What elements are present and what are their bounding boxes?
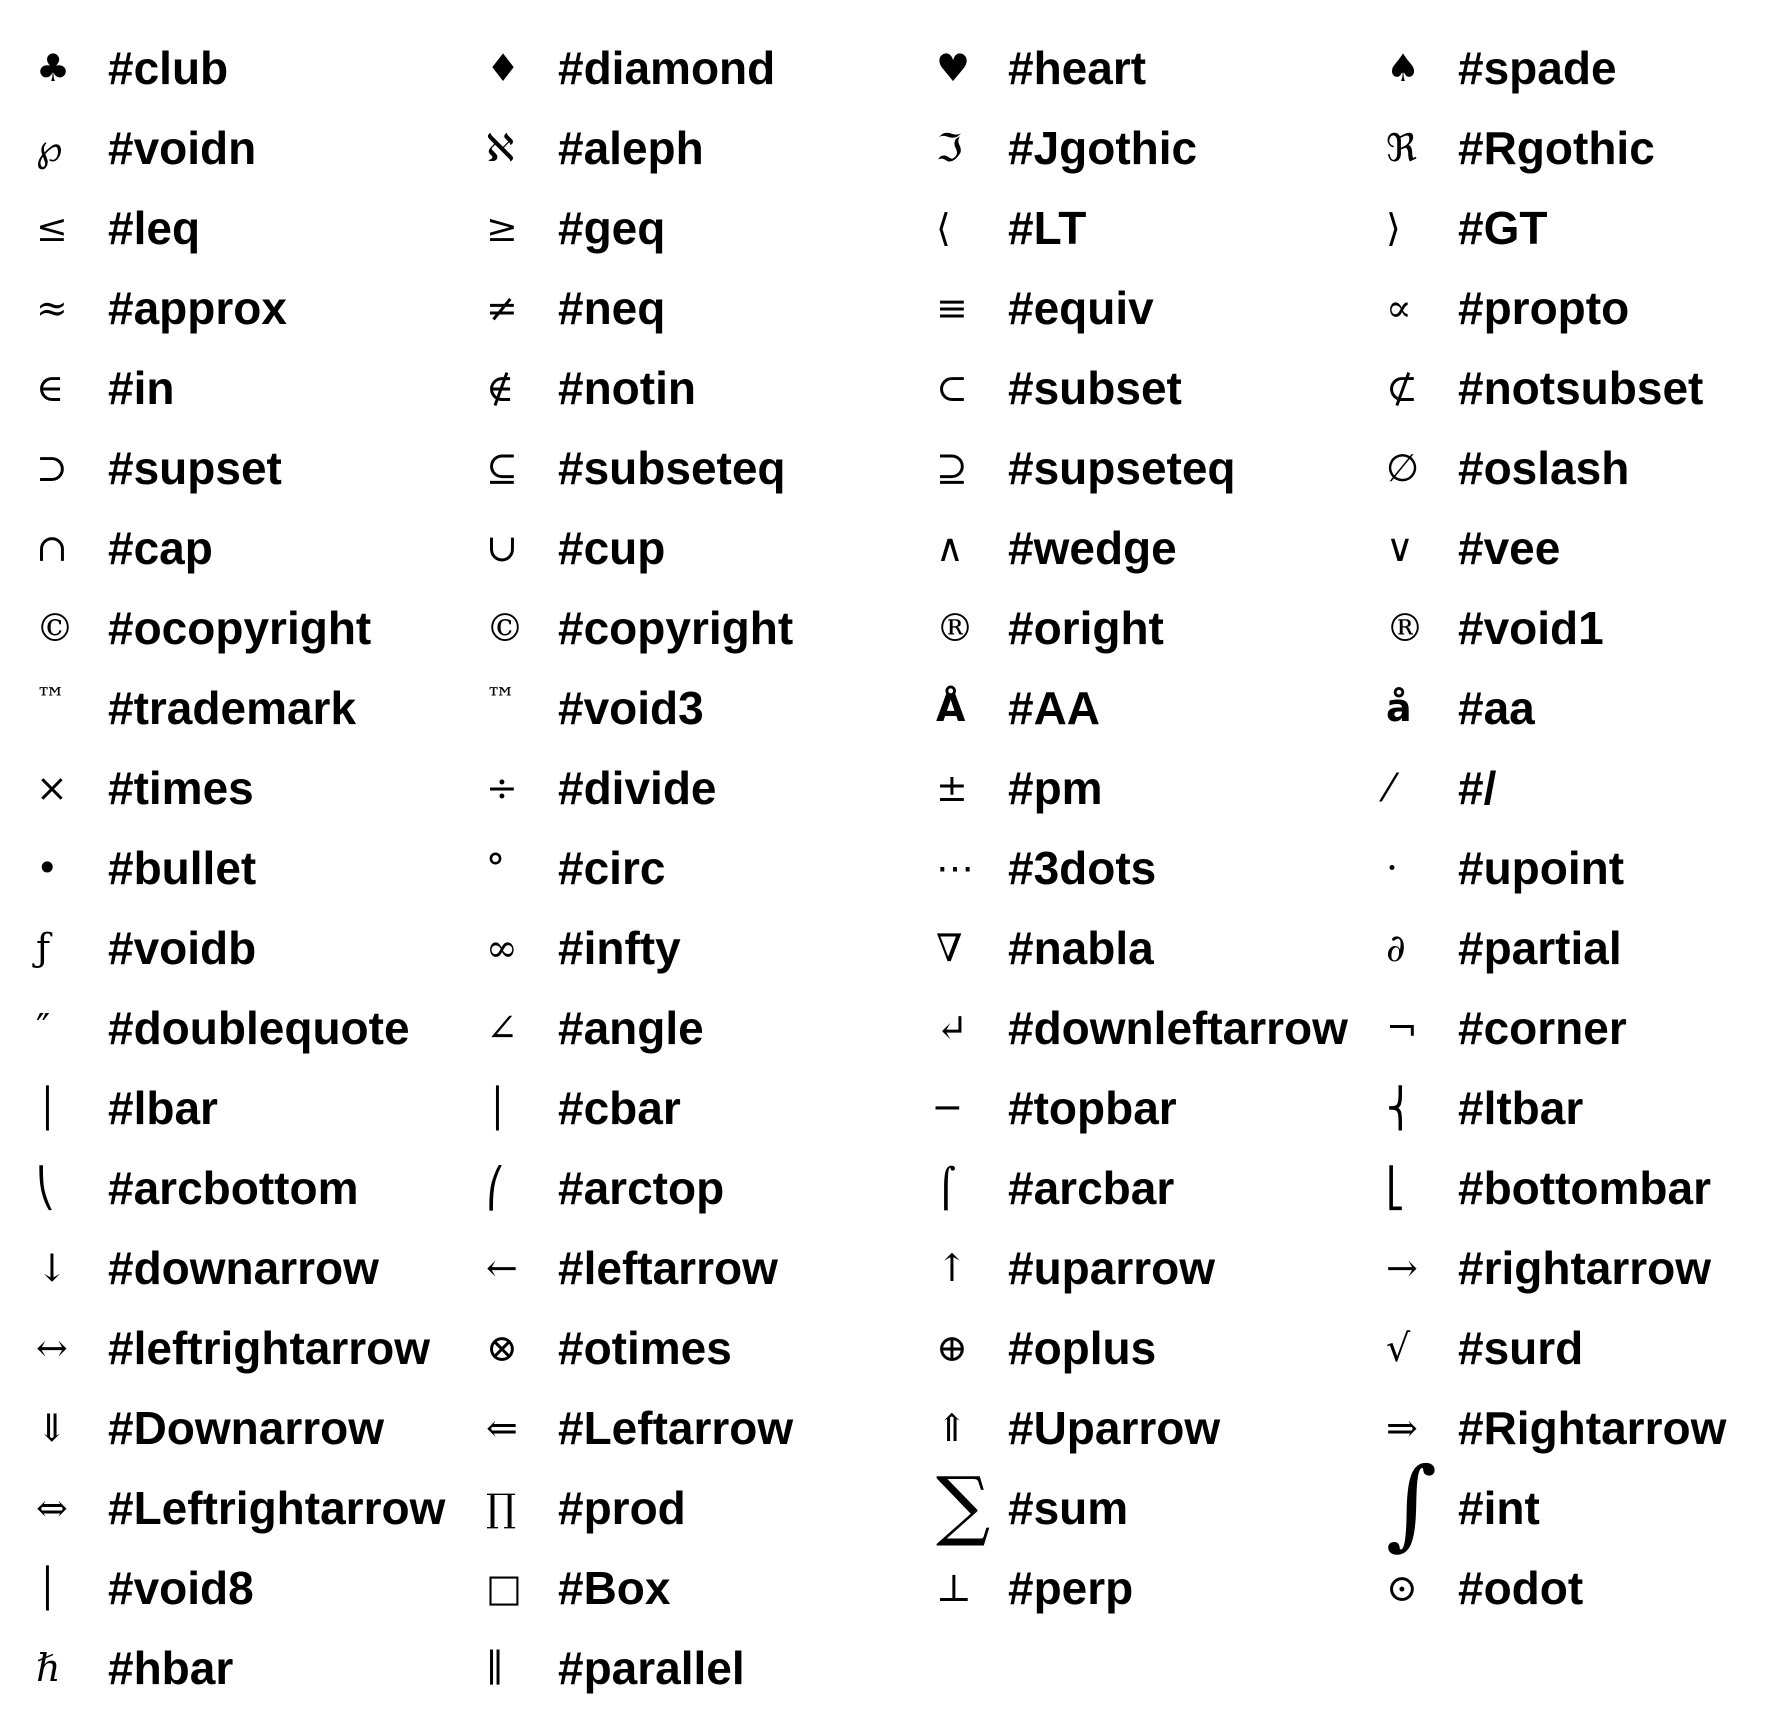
symbol-glyph: ⊇ <box>936 446 968 490</box>
symbol-entry <box>936 590 1386 670</box>
symbol-row <box>36 670 1776 750</box>
symbol-glyph: ⇑ <box>936 1406 968 1450</box>
symbol-entry <box>936 110 1386 190</box>
symbol-glyph: ≤ <box>36 206 68 250</box>
symbol-row <box>36 510 1776 590</box>
symbol-code-label: #neq <box>558 282 666 334</box>
symbol-row <box>36 190 1776 270</box>
symbol-code-label: #parallel <box>558 1642 745 1694</box>
symbol-code-label: #geq <box>558 202 666 254</box>
symbol-glyph: ─ <box>936 1086 959 1130</box>
symbol-glyph: ⊕ <box>936 1326 968 1370</box>
symbol-entry <box>36 1550 486 1630</box>
symbol-entry <box>486 30 936 110</box>
symbol-glyph: ⌠ <box>936 1166 956 1210</box>
symbol-row <box>36 910 1776 990</box>
symbol-code-label: #odot <box>1458 1562 1584 1614</box>
symbol-row <box>36 350 1776 430</box>
symbol-glyph: ∫ <box>1386 1447 1438 1561</box>
symbol-row <box>36 1070 1776 1150</box>
symbol-entry <box>936 270 1386 350</box>
symbol-entry <box>936 1460 1386 1550</box>
symbol-code-label: #propto <box>1458 282 1630 334</box>
symbol-code-label: #club <box>108 42 229 94</box>
symbol-code-label: #oright <box>1008 602 1164 654</box>
symbol-entry <box>936 750 1386 830</box>
symbol-code-label: #wedge <box>1008 522 1177 574</box>
symbol-code-label: #supset <box>108 442 282 494</box>
symbol-code-label: #nabla <box>1008 922 1154 974</box>
symbol-glyph: ⊃ <box>36 446 68 490</box>
symbol-entry <box>936 430 1386 510</box>
symbol-code-label: #ocopyright <box>108 602 372 654</box>
symbol-entry <box>486 590 936 670</box>
symbol-glyph: ♦ <box>486 46 521 90</box>
symbol-glyph: ≡ <box>936 286 968 330</box>
symbol-glyph: ∏ <box>486 1486 517 1530</box>
symbol-code-label: #rightarrow <box>1458 1242 1712 1294</box>
symbol-glyph: ⊗ <box>486 1326 518 1370</box>
symbol-entry <box>486 1310 936 1390</box>
symbol-code-label: #oplus <box>1008 1322 1157 1374</box>
symbol-glyph: ± <box>936 766 968 810</box>
symbol-glyph: ∩ <box>36 526 68 570</box>
symbol-glyph: │ <box>486 1086 509 1130</box>
symbol-entry <box>486 670 936 750</box>
symbol-entry <box>1386 670 1788 750</box>
symbol-entry <box>936 30 1386 110</box>
symbol-entry <box>36 1230 486 1310</box>
symbol-code-label: #AA <box>1008 682 1101 734</box>
symbol-entry <box>1386 110 1788 190</box>
symbol-entry <box>936 910 1386 990</box>
symbol-glyph: ≥ <box>486 206 518 250</box>
symbol-glyph: ↵ <box>936 1006 968 1050</box>
symbol-glyph: □ <box>486 1566 522 1610</box>
symbol-glyph: © <box>36 606 74 650</box>
symbol-row <box>36 990 1776 1070</box>
symbol-code-label: #Box <box>558 1562 671 1614</box>
symbol-glyph: │ <box>36 1566 59 1610</box>
symbol-row <box>36 270 1776 350</box>
symbol-glyph: ⎛ <box>486 1166 505 1210</box>
symbol-code-label: #prod <box>558 1482 686 1534</box>
symbol-entry <box>36 1630 486 1710</box>
symbol-code-label: #approx <box>108 282 287 334</box>
symbol-code-label: #perp <box>1008 1562 1134 1614</box>
symbol-code-label: #LT <box>1008 202 1087 254</box>
symbol-code-label: #vee <box>1458 522 1561 574</box>
symbol-glyph: ∝ <box>1386 286 1412 330</box>
symbol-glyph: × <box>36 766 68 810</box>
symbol-code-label: #cup <box>558 522 666 574</box>
symbol-code-label: #circ <box>558 842 666 894</box>
symbol-glyph: ← <box>486 1246 518 1290</box>
symbol-glyph: ¬ <box>1386 1006 1418 1050</box>
symbol-entry <box>486 110 936 190</box>
symbol-code-label: #corner <box>1458 1002 1627 1054</box>
symbol-code-label: #3dots <box>1008 842 1157 894</box>
symbol-entry <box>1386 830 1788 910</box>
symbol-glyph: ℑ <box>936 126 963 170</box>
symbol-code-label: #pm <box>1008 762 1103 814</box>
symbol-glyph: ℵ <box>486 126 515 170</box>
symbol-entry <box>936 350 1386 430</box>
symbol-code-label: #void3 <box>558 682 704 734</box>
symbol-code-label: #cap <box>108 522 213 574</box>
symbol-glyph: ⎝ <box>36 1166 55 1210</box>
symbol-code-label: #hbar <box>108 1642 234 1694</box>
symbol-code-label: #Uparrow <box>1008 1402 1221 1454</box>
symbol-code-label: #notin <box>558 362 696 414</box>
symbol-glyph: · <box>1386 846 1399 890</box>
symbol-code-label: #voidn <box>108 122 257 174</box>
symbol-code-label: #subset <box>1008 362 1182 414</box>
symbol-entry <box>1386 1230 1788 1310</box>
symbol-row <box>36 1447 1776 1561</box>
symbol-code-label: #in <box>108 362 175 414</box>
symbol-glyph: ∠ <box>486 1006 518 1050</box>
symbol-entry <box>936 990 1386 1070</box>
symbol-code-label: #arcbottom <box>108 1162 359 1214</box>
symbol-glyph: ∞ <box>486 926 518 970</box>
symbol-entry <box>486 190 936 270</box>
symbol-row <box>36 1630 1776 1710</box>
symbol-code-label: #upoint <box>1458 842 1625 894</box>
symbol-code-label: #oslash <box>1458 442 1630 494</box>
symbol-code-label: #void1 <box>1458 602 1604 654</box>
symbol-code-label: #partial <box>1458 922 1622 974</box>
symbol-code-label: #void8 <box>108 1562 254 1614</box>
symbol-entry <box>1386 430 1788 510</box>
symbol-code-label: #bottombar <box>1458 1162 1711 1214</box>
symbol-entry <box>36 190 486 270</box>
symbol-glyph: ⟩ <box>1386 206 1401 250</box>
symbol-code-label: #arctop <box>558 1162 725 1214</box>
symbol-entry <box>36 1390 486 1470</box>
symbol-code-label: #topbar <box>1008 1082 1177 1134</box>
symbol-glyph: ℜ <box>1386 126 1417 170</box>
symbol-row <box>36 1230 1776 1310</box>
symbol-code-label: #leq <box>108 202 201 254</box>
symbol-glyph: ⋯ <box>936 846 974 890</box>
symbol-code-label: #supseteq <box>1008 442 1236 494</box>
symbol-code-label: #aa <box>1458 682 1535 734</box>
symbol-code-label: #uparrow <box>1008 1242 1216 1294</box>
symbol-entry <box>36 30 486 110</box>
symbol-entry <box>36 510 486 590</box>
symbol-glyph: ⊂ <box>936 366 968 410</box>
symbol-code-label: #Downarrow <box>108 1402 385 1454</box>
symbol-code-label: #downleftarrow <box>1008 1002 1348 1054</box>
symbol-code-label: #notsubset <box>1458 362 1704 414</box>
symbol-entry <box>36 670 486 750</box>
symbol-entry <box>936 1070 1386 1150</box>
symbol-entry <box>1386 270 1788 350</box>
symbol-entry <box>486 1390 936 1470</box>
symbol-entry <box>1386 590 1788 670</box>
symbol-glyph: ® <box>1386 606 1424 650</box>
symbol-entry <box>1386 1550 1788 1630</box>
symbol-glyph: → <box>1386 1246 1418 1290</box>
symbol-code-label: #ltbar <box>1458 1082 1584 1134</box>
symbol-code-label: #cbar <box>558 1082 681 1134</box>
symbol-glyph: ƒ <box>36 926 51 970</box>
symbol-row <box>36 30 1776 110</box>
symbol-glyph: ⇓ <box>36 1406 68 1450</box>
symbol-code-label: #leftrightarrow <box>108 1322 431 1374</box>
symbol-entry <box>486 910 936 990</box>
symbol-glyph: ∂ <box>1386 926 1406 970</box>
symbol-entry <box>1386 30 1788 110</box>
symbol-glyph: ⊙ <box>1386 1566 1418 1610</box>
symbol-glyph: ∉ <box>486 366 515 410</box>
symbol-glyph: ℘ <box>36 126 63 170</box>
symbol-code-label: #bullet <box>108 842 257 894</box>
symbol-entry <box>36 1470 486 1550</box>
symbol-entry <box>36 350 486 430</box>
symbol-glyph: ® <box>936 606 974 650</box>
symbol-row <box>36 1390 1776 1470</box>
symbol-row <box>36 750 1776 830</box>
symbol-code-label: #Leftrightarrow <box>108 1482 446 1534</box>
symbol-glyph: Å <box>936 686 966 730</box>
symbol-code-label: #trademark <box>108 682 357 734</box>
symbol-row <box>36 590 1776 670</box>
symbol-glyph: © <box>486 606 524 650</box>
symbol-glyph: ⁄ <box>1386 766 1393 810</box>
symbol-glyph: │ <box>36 1086 59 1130</box>
symbol-entry <box>486 990 936 1070</box>
symbol-entry <box>1386 1447 1788 1561</box>
symbol-entry <box>1386 910 1788 990</box>
symbol-glyph: √ <box>1386 1326 1411 1370</box>
symbol-glyph: ° <box>486 846 505 890</box>
symbol-entry <box>36 830 486 910</box>
symbol-code-label: #infty <box>558 922 681 974</box>
symbol-glyph: ↔ <box>36 1326 68 1370</box>
symbol-code-label: #heart <box>1008 42 1147 94</box>
symbol-glyph: å <box>1386 686 1412 730</box>
symbol-entry <box>1386 750 1788 830</box>
symbol-code-label: #spade <box>1458 42 1617 94</box>
symbol-entry <box>36 1310 486 1390</box>
symbol-entry <box>1386 510 1788 590</box>
symbol-table <box>36 30 1776 1710</box>
symbol-glyph: ∇ <box>936 926 963 970</box>
symbol-entry <box>486 830 936 910</box>
symbol-entry <box>1386 1070 1788 1150</box>
symbol-code-label: #copyright <box>558 602 794 654</box>
symbol-entry <box>486 350 936 430</box>
symbol-entry <box>936 1150 1386 1230</box>
symbol-entry <box>936 1390 1386 1470</box>
symbol-glyph: ≠ <box>486 286 518 330</box>
symbol-row <box>36 1310 1776 1390</box>
symbol-entry <box>36 910 486 990</box>
symbol-entry <box>486 430 936 510</box>
symbol-code-label: #lbar <box>108 1082 218 1134</box>
symbol-entry <box>36 750 486 830</box>
symbol-row <box>36 110 1776 190</box>
symbol-entry <box>1386 1310 1788 1390</box>
symbol-glyph: ≈ <box>36 286 68 330</box>
symbol-code-label: #int <box>1458 1482 1540 1534</box>
symbol-glyph: ⟨ <box>936 206 951 250</box>
symbol-entry <box>936 510 1386 590</box>
symbol-entry <box>486 510 936 590</box>
symbol-entry <box>1386 350 1788 430</box>
symbol-entry <box>486 1150 936 1230</box>
symbol-entry <box>486 1070 936 1150</box>
symbol-code-label: #Jgothic <box>1008 122 1198 174</box>
symbol-glyph: ∪ <box>486 526 518 570</box>
symbol-glyph: • <box>36 846 59 890</box>
symbol-entry <box>486 1550 936 1630</box>
symbol-glyph: ♥ <box>936 46 971 90</box>
symbol-code-label: #sum <box>1008 1482 1129 1534</box>
symbol-code-label: #doublequote <box>108 1002 410 1054</box>
symbol-code-label: #Leftarrow <box>558 1402 794 1454</box>
symbol-entry <box>36 110 486 190</box>
symbol-entry <box>936 830 1386 910</box>
symbol-entry <box>1386 1150 1788 1230</box>
symbol-entry <box>936 190 1386 270</box>
symbol-code-label: #downarrow <box>108 1242 379 1294</box>
symbol-entry <box>36 590 486 670</box>
symbol-row <box>36 1150 1776 1230</box>
symbol-entry <box>486 1470 936 1550</box>
symbol-entry <box>486 1230 936 1310</box>
symbol-entry <box>36 990 486 1070</box>
symbol-code-label: #leftarrow <box>558 1242 778 1294</box>
symbol-code-label: #aleph <box>558 122 704 174</box>
symbol-entry <box>936 670 1386 750</box>
symbol-code-label: #equiv <box>1008 282 1154 334</box>
symbol-glyph: ℏ <box>36 1646 61 1690</box>
symbol-code-label: #GT <box>1458 202 1548 254</box>
symbol-entry <box>936 1310 1386 1390</box>
symbol-glyph: ⊄ <box>1386 366 1418 410</box>
symbol-glyph: ∧ <box>936 526 964 570</box>
symbol-glyph: ⇒ <box>1386 1406 1418 1450</box>
symbol-glyph: ⊆ <box>486 446 518 490</box>
symbol-glyph: ∥ <box>486 1646 504 1690</box>
symbol-glyph: ∅ <box>1386 446 1420 490</box>
symbol-entry <box>36 1070 486 1150</box>
symbol-entry <box>486 1630 936 1710</box>
symbol-glyph: ↑ <box>936 1246 968 1290</box>
symbol-glyph: ⇐ <box>486 1406 518 1450</box>
symbol-code-label: #surd <box>1458 1322 1584 1374</box>
symbol-row <box>36 830 1776 910</box>
symbol-glyph: ∨ <box>1386 526 1414 570</box>
symbol-row <box>36 1550 1776 1630</box>
symbol-code-label: #angle <box>558 1002 704 1054</box>
symbol-glyph: ™ <box>486 682 516 717</box>
symbol-entry <box>486 750 936 830</box>
symbol-entry <box>486 270 936 350</box>
symbol-glyph: ⇔ <box>36 1486 68 1530</box>
symbol-entry <box>36 270 486 350</box>
symbol-code-label: #voidb <box>108 922 257 974</box>
symbol-glyph: ⎨ <box>1386 1086 1415 1130</box>
symbol-entry <box>936 1550 1386 1630</box>
symbol-glyph: ∈ <box>36 366 65 410</box>
symbol-code-label: #Rightarrow <box>1458 1402 1727 1454</box>
symbol-glyph: ∑ <box>936 1460 991 1549</box>
symbol-code-label: #/ <box>1458 762 1497 814</box>
symbol-code-label: #diamond <box>558 42 776 94</box>
symbol-entry <box>36 430 486 510</box>
symbol-code-label: #subseteq <box>558 442 786 494</box>
symbol-code-label: #otimes <box>558 1322 732 1374</box>
symbol-glyph: ⊥ <box>936 1566 972 1610</box>
symbol-glyph: ™ <box>36 682 66 717</box>
symbol-code-label: #divide <box>558 762 717 814</box>
symbol-glyph: ♠ <box>1386 46 1421 90</box>
symbol-code-label: #Rgothic <box>1458 122 1655 174</box>
symbol-code-label: #arcbar <box>1008 1162 1175 1214</box>
symbol-glyph: ″ <box>36 1006 51 1050</box>
symbol-code-label: #times <box>108 762 254 814</box>
symbol-row <box>36 430 1776 510</box>
symbol-entry <box>1386 990 1788 1070</box>
symbol-entry <box>1386 190 1788 270</box>
symbol-entry <box>36 1150 486 1230</box>
symbol-glyph: ♣ <box>36 46 71 90</box>
symbol-glyph: ⎣ <box>1386 1166 1405 1210</box>
symbol-glyph: ↓ <box>36 1246 68 1290</box>
symbol-glyph: ÷ <box>486 766 518 810</box>
symbol-entry <box>936 1230 1386 1310</box>
